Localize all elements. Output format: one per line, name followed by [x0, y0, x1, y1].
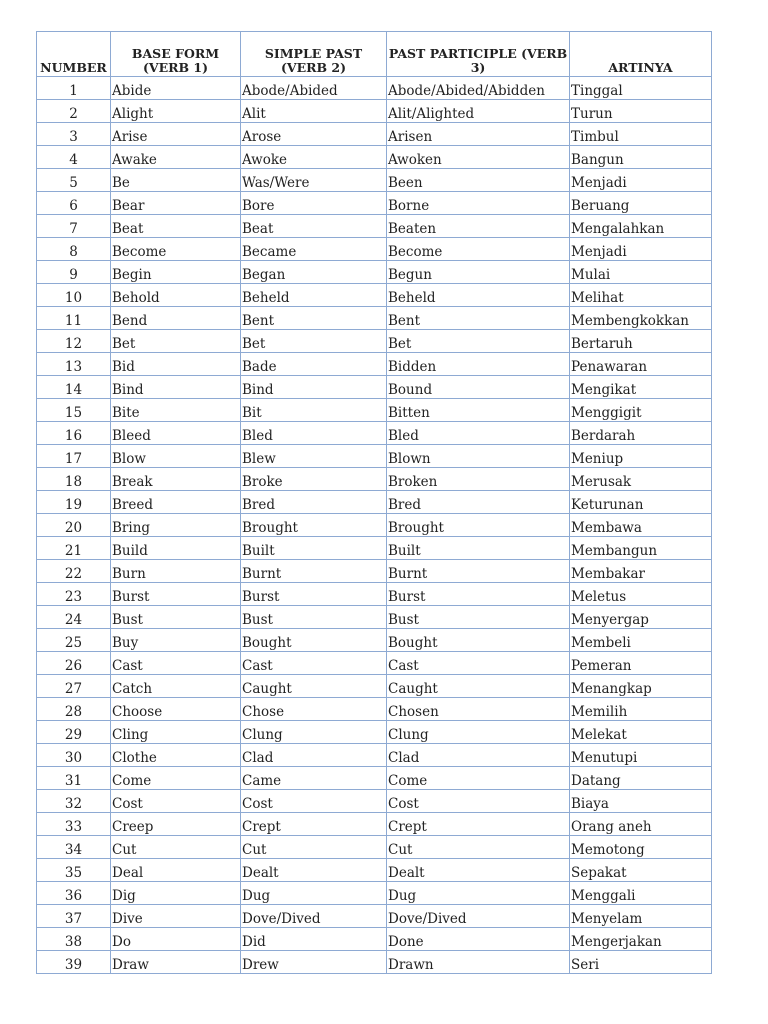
table-row [37, 721, 712, 744]
cell-base-form: Choose [111, 698, 241, 721]
cell-simple-past: Bent [241, 307, 387, 330]
cell-number: 18 [37, 468, 111, 491]
cell-past-participle: Awoken [387, 146, 570, 169]
table-row [37, 560, 712, 583]
header-base-form: BASE FORM (VERB 1) [111, 32, 241, 77]
cell-artinya: Menyergap [570, 606, 712, 629]
cell-past-participle: Bound [387, 376, 570, 399]
cell-past-participle: Bent [387, 307, 570, 330]
cell-past-participle: Burnt [387, 560, 570, 583]
cell-simple-past: Bought [241, 629, 387, 652]
cell-number: 4 [37, 146, 111, 169]
cell-past-participle: Bought [387, 629, 570, 652]
cell-simple-past: Clung [241, 721, 387, 744]
table-row [37, 330, 712, 353]
table-row [37, 928, 712, 951]
cell-past-participle: Become [387, 238, 570, 261]
cell-number: 6 [37, 192, 111, 215]
cell-base-form: Cut [111, 836, 241, 859]
cell-number: 38 [37, 928, 111, 951]
cell-artinya: Menjadi [570, 169, 712, 192]
cell-base-form: Abide [111, 77, 241, 100]
cell-simple-past: Broke [241, 468, 387, 491]
cell-past-participle: Bust [387, 606, 570, 629]
cell-past-participle: Cost [387, 790, 570, 813]
table-row [37, 698, 712, 721]
cell-base-form: Bid [111, 353, 241, 376]
cell-base-form: Draw [111, 951, 241, 974]
cell-number: 36 [37, 882, 111, 905]
cell-number: 23 [37, 583, 111, 606]
table-row [37, 468, 712, 491]
cell-past-participle: Clung [387, 721, 570, 744]
cell-number: 33 [37, 813, 111, 836]
cell-base-form: Be [111, 169, 241, 192]
cell-past-participle: Begun [387, 261, 570, 284]
cell-artinya: Mengalahkan [570, 215, 712, 238]
cell-artinya: Menjadi [570, 238, 712, 261]
cell-past-participle: Done [387, 928, 570, 951]
cell-artinya: Membakar [570, 560, 712, 583]
cell-artinya: Menggigit [570, 399, 712, 422]
table-row [37, 859, 712, 882]
table-row [37, 399, 712, 422]
table-row [37, 192, 712, 215]
cell-artinya: Mengikat [570, 376, 712, 399]
cell-artinya: Bertaruh [570, 330, 712, 353]
cell-simple-past: Bled [241, 422, 387, 445]
cell-artinya: Membengkokkan [570, 307, 712, 330]
cell-simple-past: Drew [241, 951, 387, 974]
table-row [37, 491, 712, 514]
cell-base-form: Cling [111, 721, 241, 744]
table-row [37, 790, 712, 813]
cell-number: 1 [37, 77, 111, 100]
cell-base-form: Come [111, 767, 241, 790]
cell-past-participle: Blown [387, 445, 570, 468]
cell-past-participle: Broken [387, 468, 570, 491]
cell-simple-past: Bet [241, 330, 387, 353]
cell-simple-past: Cost [241, 790, 387, 813]
cell-base-form: Blow [111, 445, 241, 468]
cell-artinya: Turun [570, 100, 712, 123]
cell-number: 28 [37, 698, 111, 721]
cell-simple-past: Bit [241, 399, 387, 422]
header-number: NUMBER [37, 32, 111, 77]
cell-base-form: Cast [111, 652, 241, 675]
cell-artinya: Seri [570, 951, 712, 974]
cell-simple-past: Dug [241, 882, 387, 905]
cell-artinya: Meletus [570, 583, 712, 606]
cell-past-participle: Crept [387, 813, 570, 836]
cell-number: 11 [37, 307, 111, 330]
cell-artinya: Penawaran [570, 353, 712, 376]
cell-number: 29 [37, 721, 111, 744]
header-past-participle: PAST PARTICIPLE (VERB 3) [387, 32, 570, 77]
cell-past-participle: Cut [387, 836, 570, 859]
cell-simple-past: Arose [241, 123, 387, 146]
cell-artinya: Menutupi [570, 744, 712, 767]
cell-simple-past: Beheld [241, 284, 387, 307]
cell-base-form: Arise [111, 123, 241, 146]
cell-number: 17 [37, 445, 111, 468]
table-row [37, 767, 712, 790]
table-row [37, 537, 712, 560]
cell-number: 16 [37, 422, 111, 445]
table-row [37, 376, 712, 399]
cell-artinya: Merusak [570, 468, 712, 491]
cell-artinya: Bangun [570, 146, 712, 169]
cell-artinya: Memilih [570, 698, 712, 721]
cell-simple-past: Bade [241, 353, 387, 376]
cell-simple-past: Was/Were [241, 169, 387, 192]
cell-past-participle: Brought [387, 514, 570, 537]
cell-base-form: Bleed [111, 422, 241, 445]
cell-artinya: Menyelam [570, 905, 712, 928]
cell-artinya: Melihat [570, 284, 712, 307]
cell-past-participle: Cast [387, 652, 570, 675]
cell-artinya: Membawa [570, 514, 712, 537]
cell-simple-past: Did [241, 928, 387, 951]
cell-number: 13 [37, 353, 111, 376]
cell-past-participle: Dealt [387, 859, 570, 882]
header-row [37, 32, 712, 77]
cell-base-form: Bring [111, 514, 241, 537]
cell-number: 25 [37, 629, 111, 652]
cell-number: 37 [37, 905, 111, 928]
table-row [37, 744, 712, 767]
cell-simple-past: Bore [241, 192, 387, 215]
cell-simple-past: Dove/Dived [241, 905, 387, 928]
cell-simple-past: Awoke [241, 146, 387, 169]
cell-past-participle: Come [387, 767, 570, 790]
cell-base-form: Catch [111, 675, 241, 698]
cell-base-form: Become [111, 238, 241, 261]
cell-simple-past: Crept [241, 813, 387, 836]
table-row [37, 882, 712, 905]
cell-number: 7 [37, 215, 111, 238]
table-row [37, 307, 712, 330]
cell-number: 9 [37, 261, 111, 284]
cell-base-form: Bet [111, 330, 241, 353]
cell-simple-past: Became [241, 238, 387, 261]
cell-base-form: Deal [111, 859, 241, 882]
cell-past-participle: Clad [387, 744, 570, 767]
cell-simple-past: Beat [241, 215, 387, 238]
cell-number: 35 [37, 859, 111, 882]
cell-base-form: Build [111, 537, 241, 560]
irregular-verbs-table [36, 31, 712, 974]
document-page [36, 31, 712, 974]
table-row [37, 238, 712, 261]
cell-base-form: Bear [111, 192, 241, 215]
cell-number: 2 [37, 100, 111, 123]
cell-simple-past: Dealt [241, 859, 387, 882]
cell-past-participle: Bred [387, 491, 570, 514]
cell-past-participle: Been [387, 169, 570, 192]
table-row [37, 445, 712, 468]
cell-past-participle: Chosen [387, 698, 570, 721]
header-artinya: ARTINYA [570, 32, 712, 77]
table-row [37, 905, 712, 928]
cell-base-form: Beat [111, 215, 241, 238]
cell-past-participle: Bidden [387, 353, 570, 376]
cell-number: 30 [37, 744, 111, 767]
cell-base-form: Bend [111, 307, 241, 330]
cell-simple-past: Bind [241, 376, 387, 399]
cell-base-form: Dive [111, 905, 241, 928]
cell-past-participle: Bet [387, 330, 570, 353]
cell-number: 12 [37, 330, 111, 353]
cell-base-form: Awake [111, 146, 241, 169]
cell-artinya: Keturunan [570, 491, 712, 514]
cell-artinya: Pemeran [570, 652, 712, 675]
cell-simple-past: Built [241, 537, 387, 560]
cell-base-form: Clothe [111, 744, 241, 767]
cell-number: 27 [37, 675, 111, 698]
cell-simple-past: Began [241, 261, 387, 284]
cell-base-form: Burst [111, 583, 241, 606]
cell-number: 22 [37, 560, 111, 583]
cell-base-form: Behold [111, 284, 241, 307]
cell-past-participle: Bled [387, 422, 570, 445]
cell-past-participle: Beheld [387, 284, 570, 307]
table-row [37, 100, 712, 123]
cell-artinya: Datang [570, 767, 712, 790]
cell-artinya: Memotong [570, 836, 712, 859]
cell-number: 8 [37, 238, 111, 261]
cell-past-participle: Dove/Dived [387, 905, 570, 928]
cell-past-participle: Abode/Abided/Abidden [387, 77, 570, 100]
table-row [37, 353, 712, 376]
cell-simple-past: Came [241, 767, 387, 790]
cell-artinya: Menggali [570, 882, 712, 905]
cell-past-participle: Bitten [387, 399, 570, 422]
table-row [37, 514, 712, 537]
cell-number: 15 [37, 399, 111, 422]
cell-artinya: Orang aneh [570, 813, 712, 836]
cell-base-form: Bite [111, 399, 241, 422]
cell-base-form: Bind [111, 376, 241, 399]
table-row [37, 675, 712, 698]
cell-number: 19 [37, 491, 111, 514]
cell-past-participle: Burst [387, 583, 570, 606]
table-row [37, 284, 712, 307]
cell-number: 3 [37, 123, 111, 146]
table-row [37, 652, 712, 675]
cell-past-participle: Arisen [387, 123, 570, 146]
cell-number: 20 [37, 514, 111, 537]
cell-base-form: Buy [111, 629, 241, 652]
table-row [37, 261, 712, 284]
cell-past-participle: Caught [387, 675, 570, 698]
cell-simple-past: Bust [241, 606, 387, 629]
cell-artinya: Membangun [570, 537, 712, 560]
cell-simple-past: Clad [241, 744, 387, 767]
cell-past-participle: Drawn [387, 951, 570, 974]
cell-artinya: Mengerjakan [570, 928, 712, 951]
cell-artinya: Membeli [570, 629, 712, 652]
cell-past-participle: Borne [387, 192, 570, 215]
cell-base-form: Creep [111, 813, 241, 836]
table-row [37, 629, 712, 652]
table-row [37, 606, 712, 629]
cell-number: 10 [37, 284, 111, 307]
cell-past-participle: Alit/Alighted [387, 100, 570, 123]
cell-artinya: Beruang [570, 192, 712, 215]
cell-base-form: Do [111, 928, 241, 951]
cell-simple-past: Blew [241, 445, 387, 468]
cell-past-participle: Dug [387, 882, 570, 905]
table-row [37, 813, 712, 836]
table-row [37, 123, 712, 146]
table-row [37, 836, 712, 859]
table-row [37, 215, 712, 238]
cell-number: 21 [37, 537, 111, 560]
cell-base-form: Dig [111, 882, 241, 905]
cell-artinya: Melekat [570, 721, 712, 744]
cell-number: 14 [37, 376, 111, 399]
cell-past-participle: Built [387, 537, 570, 560]
table-row [37, 583, 712, 606]
cell-simple-past: Burnt [241, 560, 387, 583]
cell-artinya: Meniup [570, 445, 712, 468]
cell-simple-past: Chose [241, 698, 387, 721]
cell-simple-past: Cast [241, 652, 387, 675]
cell-simple-past: Burst [241, 583, 387, 606]
cell-simple-past: Bred [241, 491, 387, 514]
cell-number: 24 [37, 606, 111, 629]
cell-artinya: Timbul [570, 123, 712, 146]
cell-base-form: Breed [111, 491, 241, 514]
cell-base-form: Alight [111, 100, 241, 123]
table-row [37, 422, 712, 445]
header-simple-past: SIMPLE PAST (VERB 2) [241, 32, 387, 77]
cell-number: 34 [37, 836, 111, 859]
cell-artinya: Sepakat [570, 859, 712, 882]
cell-simple-past: Caught [241, 675, 387, 698]
cell-artinya: Tinggal [570, 77, 712, 100]
cell-base-form: Break [111, 468, 241, 491]
cell-simple-past: Alit [241, 100, 387, 123]
cell-artinya: Mulai [570, 261, 712, 284]
cell-base-form: Cost [111, 790, 241, 813]
table-row [37, 169, 712, 192]
table-header [37, 32, 712, 77]
cell-artinya: Biaya [570, 790, 712, 813]
cell-artinya: Menangkap [570, 675, 712, 698]
cell-number: 5 [37, 169, 111, 192]
cell-simple-past: Abode/Abided [241, 77, 387, 100]
cell-base-form: Burn [111, 560, 241, 583]
cell-simple-past: Cut [241, 836, 387, 859]
cell-simple-past: Brought [241, 514, 387, 537]
table-row [37, 146, 712, 169]
cell-number: 26 [37, 652, 111, 675]
cell-number: 31 [37, 767, 111, 790]
cell-number: 32 [37, 790, 111, 813]
cell-base-form: Bust [111, 606, 241, 629]
cell-number: 39 [37, 951, 111, 974]
cell-past-participle: Beaten [387, 215, 570, 238]
table-row [37, 951, 712, 974]
cell-base-form: Begin [111, 261, 241, 284]
cell-artinya: Berdarah [570, 422, 712, 445]
table-row [37, 77, 712, 100]
table-body [37, 77, 712, 974]
